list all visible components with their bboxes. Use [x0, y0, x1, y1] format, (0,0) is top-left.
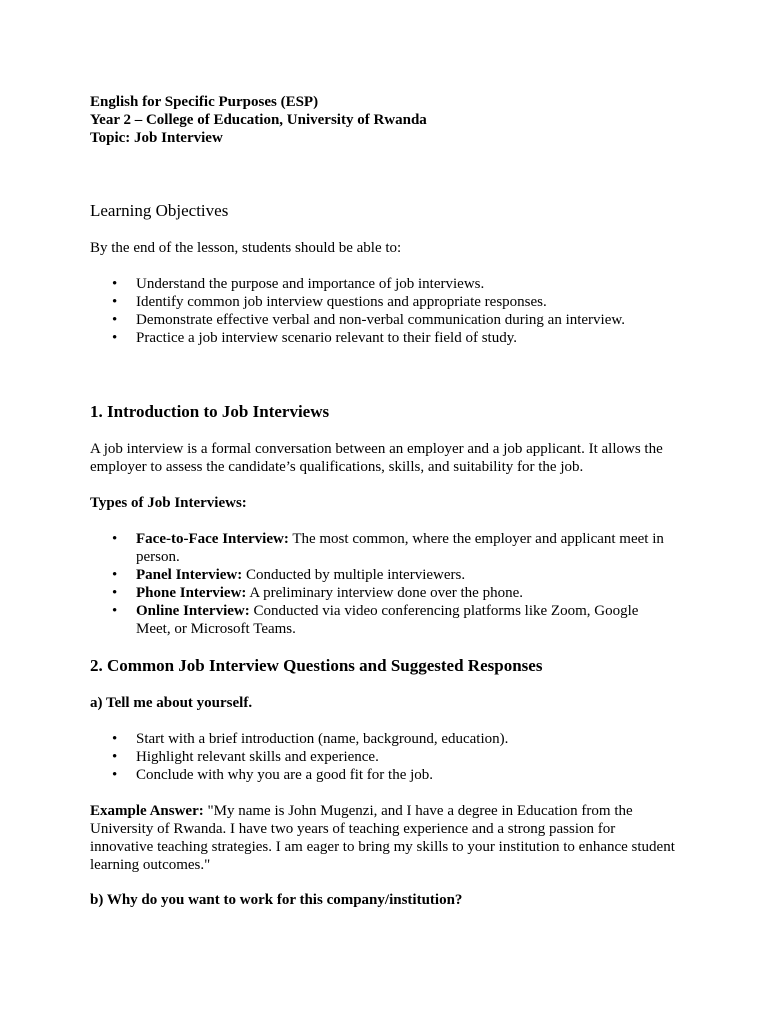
types-list: [90, 530, 670, 638]
list-item: • Identify common job interview questions and appropriate responses.: [90, 293, 650, 311]
section1-paragraph: A job interview is a formal conversation between an employer and a job applicant. It allows the employer to assess the candidate’s qualifications, skills, and suitability for the job.: [90, 441, 663, 475]
objectives-heading: Learning Objectives: [90, 201, 229, 220]
types-heading: Types of Job Interviews:: [90, 495, 247, 511]
type-desc: A preliminary interview done over the phone.: [246, 585, 523, 601]
list-item: • Highlight relevant skills and experience.: [90, 748, 650, 766]
type-term: Panel Interview:: [136, 567, 243, 583]
example-answer: [90, 802, 682, 874]
course-year: Year 2 – College of Education, University of Rwanda: [90, 112, 427, 128]
document-header: [90, 93, 427, 147]
objectives-list: [90, 275, 650, 347]
type-desc: The most common, where the employer and applicant meet in person.: [136, 531, 664, 565]
example-label: Example Answer:: [90, 803, 204, 819]
course-title: English for Specific Purposes (ESP): [90, 94, 319, 110]
question-b-heading: b) Why do you want to work for this company/institution?: [90, 892, 463, 908]
list-item: [90, 602, 670, 638]
course-topic: Topic: Job Interview: [90, 130, 223, 146]
list-item: [90, 584, 670, 602]
list-item: • Start with a brief introduction (name, background, education).: [90, 730, 650, 748]
list-item: [90, 566, 670, 584]
section1-heading: 1. Introduction to Job Interviews: [90, 402, 330, 421]
list-item: [90, 530, 670, 566]
list-item: • Understand the purpose and importance of job interviews.: [90, 275, 650, 293]
question-a-heading: a) Tell me about yourself.: [90, 695, 253, 711]
type-desc: Conducted by multiple interviewers.: [242, 567, 466, 583]
list-item: • Demonstrate effective verbal and non-verbal communication during an interview.: [90, 311, 650, 329]
type-term: Phone Interview:: [136, 585, 247, 601]
type-desc: Conducted via video conferencing platforms like Zoom, Google Meet, or Microsoft Teams.: [136, 603, 639, 637]
type-term: Face-to-Face Interview:: [136, 531, 289, 547]
type-term: Online Interview:: [136, 603, 250, 619]
list-item: • Conclude with why you are a good fit for the job.: [90, 766, 650, 784]
question-a-tips: [90, 730, 650, 784]
objectives-intro: By the end of the lesson, students should be able to:: [90, 240, 402, 256]
section2-heading: 2. Common Job Interview Questions and Suggested Responses: [90, 656, 543, 675]
example-text: "My name is John Mugenzi, and I have a degree in Education from the University of Rwanda. I have two years of teaching experience and a strong passion for innovative teaching strategies. I am eager to bring my skills to your institution to enhance student learning outcomes.": [90, 803, 675, 873]
list-item: • Practice a job interview scenario relevant to their field of study.: [90, 329, 650, 347]
